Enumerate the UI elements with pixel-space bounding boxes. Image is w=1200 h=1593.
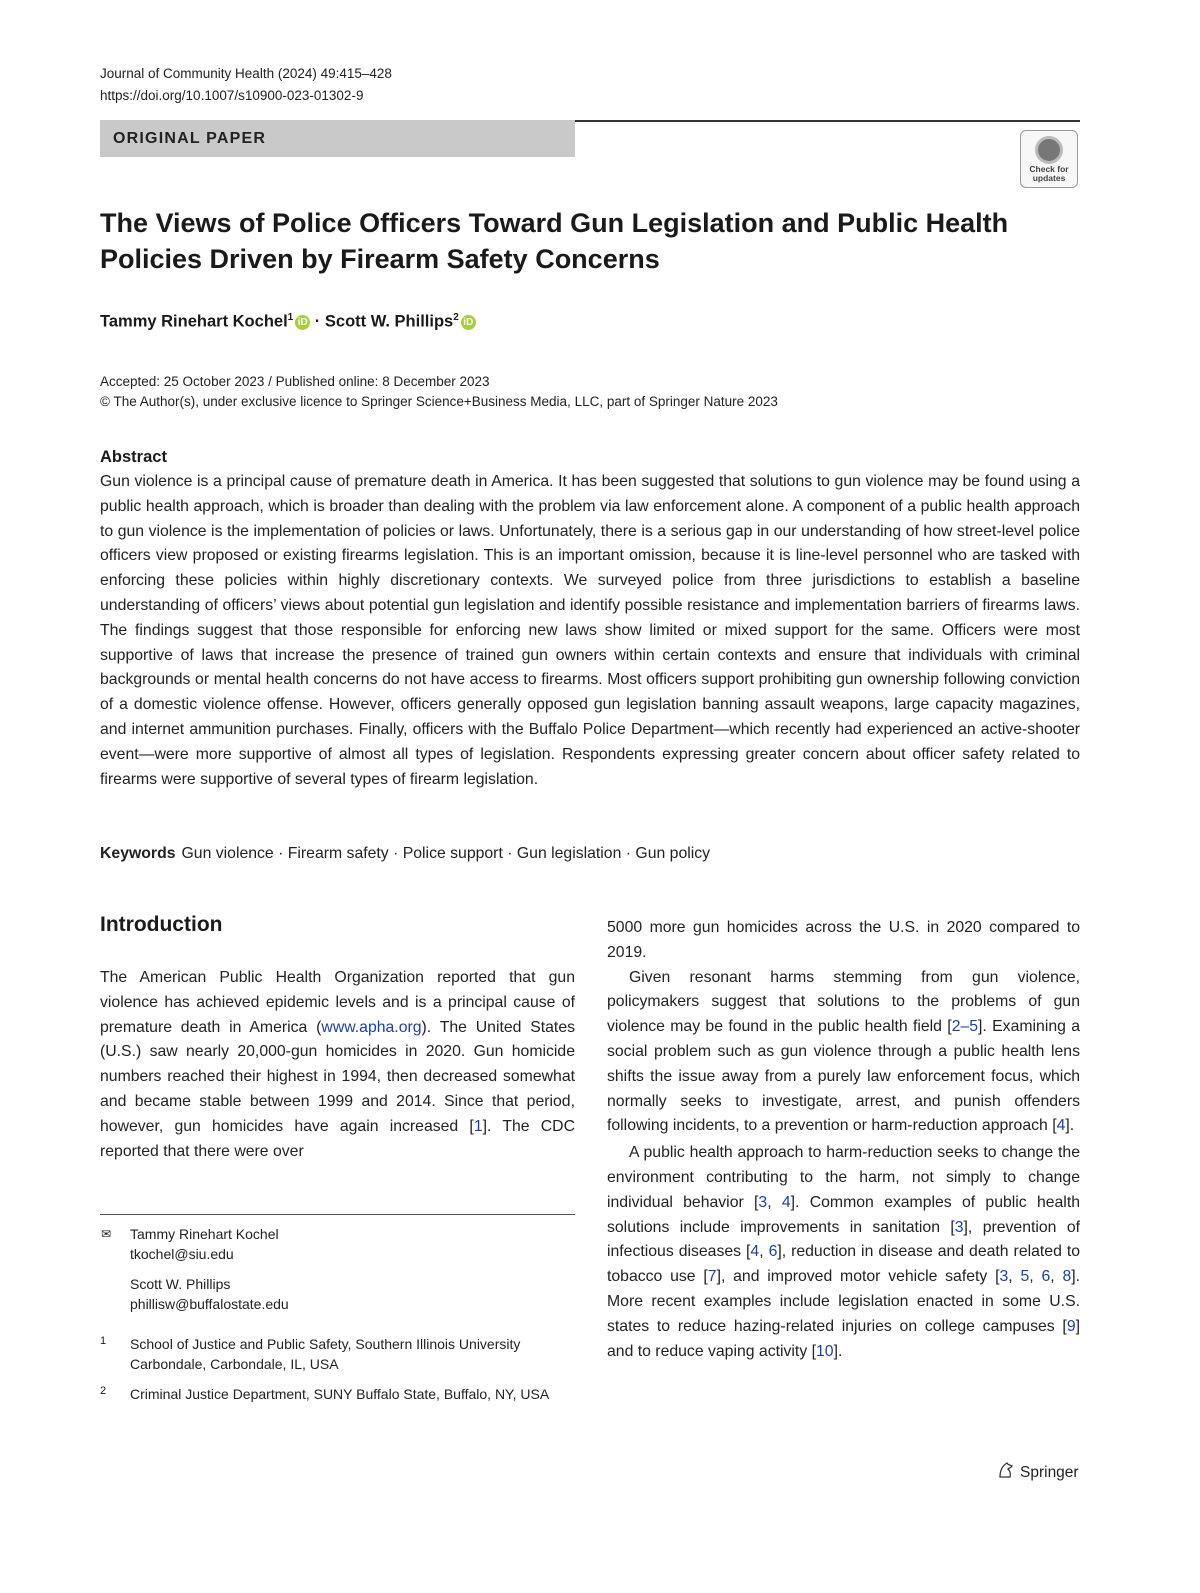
citation-link[interactable]: 2–5 <box>951 1018 979 1036</box>
journal-citation: Journal of Community Health (2024) 49:415–428 <box>100 66 392 81</box>
text-run: ] and to reduce vaping activity [ <box>607 1317 1080 1360</box>
citation-link[interactable]: 4 <box>750 1243 760 1261</box>
orcid-icon[interactable]: iD <box>295 315 310 330</box>
section-heading-introduction: Introduction <box>100 913 223 936</box>
section-label: ORIGINAL PAPER <box>113 130 267 147</box>
citation-link[interactable]: 3 <box>954 1218 964 1236</box>
abstract-heading: Abstract <box>100 448 167 466</box>
affiliation-2: Criminal Justice Department, SUNY Buffalo State, Buffalo, NY, USA <box>130 1386 550 1402</box>
keywords-text: Gun violence · Firearm safety · Police support · Gun legislation · Gun policy <box>181 845 711 862</box>
citation-link[interactable]: 4 <box>781 1193 791 1211</box>
crossmark-label: Check for updates <box>1029 164 1069 183</box>
keywords <box>100 845 710 863</box>
footnote-email[interactable]: tkochel@siu.edu <box>130 1246 234 1262</box>
publisher-footer <box>996 1460 1079 1482</box>
paragraph: 5000 more gun homicides across the U.S. in 2020 compared to 2019. <box>607 919 1080 961</box>
footnote-name: Tammy Rinehart Kochel <box>130 1226 279 1242</box>
citation-link[interactable]: 3 <box>999 1268 1009 1286</box>
citation-link[interactable]: 1 <box>473 1117 483 1135</box>
text-run: ], reduction in disease and death related to tobacco use [ <box>607 1243 1080 1286</box>
abstract-body: Gun violence is a principal cause of premature death in America. It has been suggested that solutions to gun violence may be found using a public health approach, which is broader than dealing with the problem via law enforcement alone. A component of a public health approach to gun violence is the implementation of policies or laws. Unfortunately, there is a serious gap in our understanding of how street-level police officers view proposed or existing firearms legislation. This is an important omission, because it is line-level personnel who are tasked with enforcing these policies within highly discretionary contexts. We surveyed police from three jurisdictions to establish a baseline understanding of officers’ views about potential gun legislation and identify possible resistance and implementation barriers of firearms laws. The findings suggest that those responsible for enforcing new laws show limited or mixed support for the same. Officers were most supportive of laws that increase the presence of trained gun owners within certain contexts and ensure that individuals with criminal backgrounds or mental health concerns do not have access to firearms. Most officers support prohibiting gun ownership following conviction of a domestic violence offense. However, officers generally opposed gun legislation banning assault weapons, large capacity magazines, and internet ammunition purchases. Finally, officers with the Buffalo Police Department—which recently had experienced an active-shooter event—were more supportive of almost all types of legislation. Respondents expressing greater concern about officer safety related to firearms were supportive of several types of firearm legislation. <box>100 473 1080 788</box>
citation-link[interactable]: 8 <box>1062 1268 1072 1286</box>
text-run: ]. <box>1065 1117 1075 1135</box>
article-title: The Views of Police Officers Toward Gun Legislation and Public Health Policies Driven by Firearm Safety Concerns <box>100 208 1009 274</box>
corresponding-author <box>130 1224 289 1314</box>
copyright-line: © The Author(s), under exclusive licence to Springer Science+Business Media, LLC, part of Springer Nature 2023 <box>100 394 778 409</box>
citation-link[interactable]: 9 <box>1066 1317 1076 1335</box>
citation-link[interactable]: 6 <box>1041 1268 1051 1286</box>
check-for-updates-badge[interactable] <box>1020 130 1078 188</box>
citation-link[interactable]: 3 <box>758 1193 768 1211</box>
affiliation-number: 2 <box>100 1385 107 1397</box>
affiliation-number: 1 <box>100 1335 107 1347</box>
envelope-icon: ✉ <box>101 1227 112 1241</box>
citation-link[interactable]: 10 <box>816 1342 834 1360</box>
text-run: ]. More recent examples include legislation enacted in some U.S. states to reduce hazing-related injuries on college campuses [ <box>607 1268 1081 1335</box>
author-separator: · <box>310 312 325 331</box>
paragraph: A public health approach to harm-reduction seeks to change the environment contributing to the harm, not simply to change individual behavior [3, 4]. Common examples of public health solutions include improvements in sanitation [3], prevention of infectious diseases [4, 6], reduction in disease and death related to tobacco use [7], and improved motor vehicle safety [3, 5, 6, 8]. More recent examples include legislation enacted in some U.S. states to reduce hazing-related injuries on college campuses [9] and to reduce vaping activity [10]. <box>607 1144 1081 1360</box>
doi-link[interactable]: https://doi.org/10.1007/s10900-023-01302-9 <box>100 88 364 103</box>
text-run: ]. Examining a social problem such as gun violence through a public health lens shifts the issue away from a purely law enforcement focus, which normally seeks to investigate, arrest, and punish offenders following incidents, to a prevention or harm-reduction approach [ <box>607 1018 1080 1135</box>
footnote-name: Scott W. Phillips <box>130 1276 231 1292</box>
publisher-name: Springer <box>1020 1464 1079 1481</box>
publication-dates <box>100 372 778 412</box>
keywords-label: Keywords <box>100 845 176 862</box>
text-run: ], and improved motor vehicle safety [ <box>716 1268 1000 1286</box>
text-run: ]. The CDC reported that there were over <box>100 1117 576 1160</box>
orcid-icon[interactable]: iD <box>461 315 476 330</box>
author-line <box>100 312 476 332</box>
citation-link[interactable]: 7 <box>707 1268 717 1286</box>
springer-horse-icon <box>996 1460 1016 1480</box>
header-rule <box>575 120 1080 122</box>
left-column <box>100 966 575 1164</box>
text-run: ], prevention of infectious diseases [ <box>607 1218 1080 1261</box>
author-name[interactable]: Tammy Rinehart Kochel <box>100 312 288 331</box>
dates-line: Accepted: 25 October 2023 / Published online: 8 December 2023 <box>100 374 490 389</box>
text-run: ). The United States (U.S.) saw nearly 20,000-gun homicides in 2020. Gun homicide numbers reached their highest in 1994, then decreased somewhat and became stable between 1999 and 2014. Since that period, however, gun homicides have again increased [ <box>100 1018 576 1135</box>
paragraph <box>100 966 575 1164</box>
citation-link[interactable]: 4 <box>1056 1117 1066 1135</box>
author-affil-sup: 2 <box>453 312 459 323</box>
footnote-rule <box>100 1214 575 1215</box>
text-run: The American Public Health Organization reported that gun violence has achieved epidemic levels and is a principal cause of premature death in America ( <box>100 969 575 1036</box>
author-name[interactable]: Scott W. Phillips <box>324 312 454 331</box>
text-run: ]. Common examples of public health solutions include improvements in sanitation [ <box>607 1193 1080 1236</box>
right-column <box>607 916 1080 1364</box>
footnote-email[interactable]: phillisw@buffalostate.edu <box>130 1296 289 1312</box>
citation-link[interactable]: 5 <box>1020 1268 1030 1286</box>
text-run: A public health approach to harm-reduction seeks to change the environment contributing to the harm, not simply to change individual behavior [ <box>607 1144 1080 1211</box>
paragraph <box>607 966 1080 1140</box>
text-run: ]. <box>833 1342 843 1360</box>
crossmark-icon <box>1035 136 1063 164</box>
url-link[interactable]: www.apha.org <box>321 1018 422 1036</box>
affiliation-1: School of Justice and Public Safety, Southern Illinois University Carbondale, Carbondale, IL, USA <box>130 1336 521 1372</box>
author-affil-sup: 1 <box>287 312 294 323</box>
citation-link[interactable]: 6 <box>768 1243 778 1261</box>
text-run: Given resonant harms stemming from gun violence, policymakers suggest that solutions to the problems of gun violence may be found in the public health field [ <box>607 968 1080 1036</box>
